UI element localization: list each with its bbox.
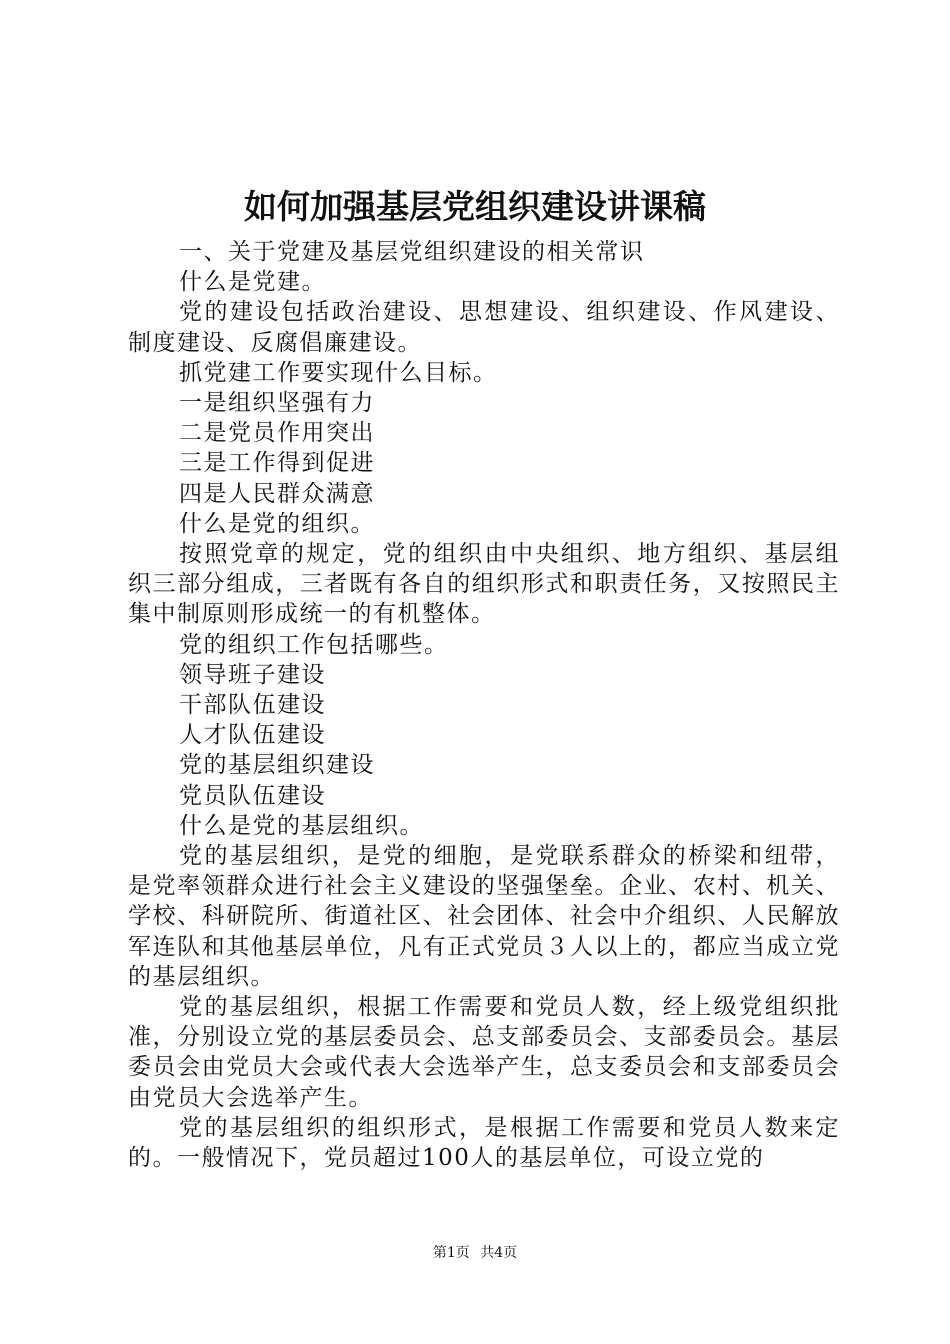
document-title: 如何加强基层党组织建设讲课稿 [244,187,706,226]
question-line: 什么是党的基层组织。 [179,812,424,839]
list-item: 一是组织坚强有力 [179,390,375,417]
body-paragraph: 党的基层组织，根据工作需要和党员人数，经上级党组织批准，分别设立党的基层委员会、总支部委员会、支部委员会。基层委员会由党员大会或代表大会选举产生，总支委员会和支部委员会由党员大会选举产生。 [128,994,840,1111]
list-item: 党的基层组织建设 [179,752,375,779]
page-total: 共4页 [480,1245,518,1261]
section-heading: 一、关于党建及基层党组织建设的相关常识 [179,239,645,265]
body-paragraph: 党的建设包括政治建设、思想建设、组织建设、作风建设、制度建设、反腐倡廉建设。 [128,299,840,356]
list-item: 四是人民群众满意 [179,480,375,507]
question-line: 党的组织工作包括哪些。 [179,631,449,658]
body-paragraph: 党的基层组织的组织形式，是根据工作需要和党员人数来定的。一般情况下，党员超过100人的基层单位，可设立党的 [128,1114,840,1172]
list-item: 二是党员作用突出 [179,420,375,447]
list-item: 干部队伍建设 [179,692,326,719]
list-item: 三是工作得到促进 [179,450,375,477]
document-body [128,237,840,1173]
list-item: 领导班子建设 [179,661,326,688]
list-item: 人才队伍建设 [179,722,326,749]
page-footer [0,1243,950,1263]
page-number: 第1页 [432,1245,470,1261]
body-paragraph: 按照党章的规定，党的组织由中央组织、地方组织、基层组织三部分组成，三者既有各自的组织形式和职责任务，又按照民主集中制原则形成统一的有机整体。 [128,541,840,628]
question-line: 抓党建工作要实现什么目标。 [179,359,498,386]
body-paragraph: 党的基层组织，是党的细胞，是党联系群众的桥梁和纽带，是党率领群众进行社会主义建设的坚强堡垒。企业、农村、机关、学校、科研院所、街道社区、社会团体、社会中介组织、人民解放军连队和其他基层单位，凡有正式党员３人以上的，都应当成立党的基层组织。 [128,843,840,990]
question-line: 什么是党的组织。 [179,510,375,537]
question-line: 什么是党建。 [179,269,326,296]
list-item: 党员队伍建设 [179,782,326,809]
